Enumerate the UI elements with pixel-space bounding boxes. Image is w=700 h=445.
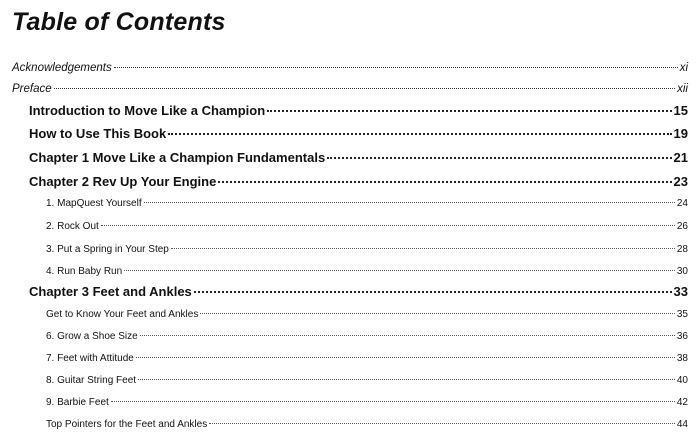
toc-entry-page: 38 — [676, 353, 688, 364]
dot-leader — [194, 291, 672, 293]
toc-entry-page: 23 — [673, 174, 688, 189]
toc-entry-page: xi — [679, 62, 688, 74]
dot-leader — [111, 401, 675, 402]
toc-entry-acknowledgements[interactable] — [12, 62, 688, 74]
toc-entry-page: 36 — [676, 331, 688, 342]
toc-entry-guitar-string-feet[interactable] — [46, 375, 688, 386]
toc-entry-page: 44 — [676, 419, 688, 430]
toc-entry-label: 1. MapQuest Yourself — [46, 198, 142, 209]
toc-entry-label: Acknowledgements — [12, 62, 112, 74]
toc-entry-page: 26 — [676, 221, 688, 232]
dot-leader — [327, 157, 671, 159]
dot-leader — [144, 202, 675, 203]
dot-leader — [138, 379, 675, 380]
toc-entry-label: 2. Rock Out — [46, 221, 99, 232]
toc-entry-spring-in-step[interactable] — [46, 244, 688, 255]
toc-entry-label: Preface — [12, 83, 52, 95]
toc-entry-how-to-use[interactable] — [29, 126, 688, 141]
toc-entry-page: xii — [677, 83, 688, 95]
toc-entry-page: 15 — [673, 103, 688, 118]
dot-leader — [140, 335, 675, 336]
toc-entry-label: 6. Grow a Shoe Size — [46, 331, 138, 342]
toc-entry-introduction[interactable] — [29, 103, 688, 118]
toc-entry-page: 19 — [673, 126, 688, 141]
toc-entry-label: Introduction to Move Like a Champion — [29, 103, 266, 118]
dot-leader — [136, 357, 675, 358]
toc-entry-chapter-2[interactable] — [29, 174, 688, 189]
dot-leader — [101, 225, 675, 226]
toc-entry-chapter-3[interactable] — [29, 284, 688, 299]
dot-leader — [124, 270, 675, 271]
toc-entry-preface[interactable] — [12, 83, 688, 95]
toc-entry-label: How to Use This Book — [29, 126, 167, 141]
toc-entry-page: 42 — [676, 397, 688, 408]
toc-entry-label: 4. Run Baby Run — [46, 266, 123, 277]
toc-entry-page: 21 — [673, 150, 688, 165]
dot-leader — [54, 88, 675, 89]
toc-entry-label: 7. Feet with Attitude — [46, 353, 134, 364]
dot-leader — [200, 313, 675, 314]
toc-entry-label: Top Pointers for the Feet and Ankles — [46, 419, 208, 430]
toc-entry-run-baby-run[interactable] — [46, 266, 688, 277]
toc-entry-label: Chapter 1 Move Like a Champion Fundamentals — [29, 150, 326, 165]
toc-entry-rock-out[interactable] — [46, 221, 688, 232]
toc-entry-mapquest-yourself[interactable] — [46, 198, 688, 209]
toc-entry-barbie-feet[interactable] — [46, 397, 688, 408]
dot-leader — [267, 110, 671, 112]
dot-leader — [218, 181, 671, 183]
toc-entry-label: 8. Guitar String Feet — [46, 375, 137, 386]
dot-leader — [209, 423, 675, 424]
toc-entry-label: 3. Put a Spring in Your Step — [46, 244, 169, 255]
dot-leader — [171, 248, 675, 249]
toc-entry-label: 9. Barbie Feet — [46, 397, 109, 408]
toc-entry-page: 28 — [676, 244, 688, 255]
toc-entry-page: 35 — [676, 309, 688, 320]
toc-entry-grow-shoe-size[interactable] — [46, 331, 688, 342]
toc-entry-label: Chapter 3 Feet and Ankles — [29, 284, 192, 299]
dot-leader — [114, 67, 678, 68]
toc-entry-feet-with-attitude[interactable] — [46, 353, 688, 364]
toc-entry-know-feet-ankles[interactable] — [46, 309, 688, 320]
toc-entry-page: 40 — [676, 375, 688, 386]
toc-entry-label: Chapter 2 Rev Up Your Engine — [29, 174, 217, 189]
page-title: Table of Contents — [12, 8, 226, 36]
dot-leader — [168, 133, 671, 135]
toc-entry-label: Get to Know Your Feet and Ankles — [46, 309, 199, 320]
toc-entry-top-pointers[interactable] — [46, 419, 688, 430]
toc-entry-chapter-1[interactable] — [29, 150, 688, 165]
toc-entry-page: 33 — [673, 284, 688, 299]
toc-entry-page: 30 — [676, 266, 688, 277]
toc-entry-page: 24 — [676, 198, 688, 209]
